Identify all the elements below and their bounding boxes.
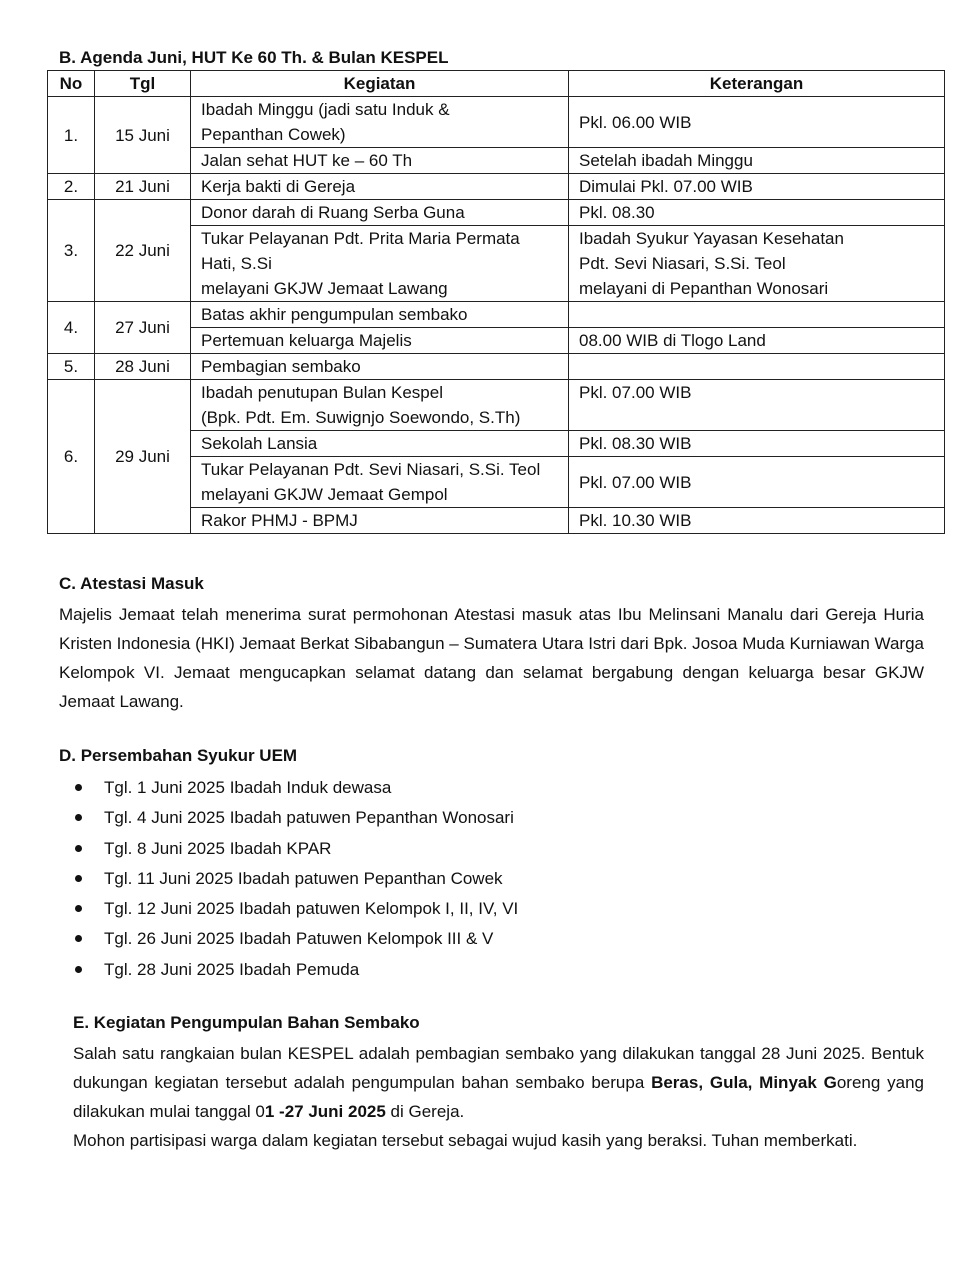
cell-keterangan	[569, 380, 945, 431]
cell-no: 4.	[48, 302, 95, 354]
cell-tgl: 22 Juni	[95, 200, 191, 302]
cell-line: Pertemuan keluarga Majelis	[201, 331, 412, 350]
cell-kegiatan	[191, 200, 569, 226]
section-e-body	[73, 1039, 924, 1155]
list-item	[59, 803, 518, 833]
section-c-body: Majelis Jemaat telah menerima surat permohonan Atestasi masuk atas Ibu Melinsani Manalu dari Gereja Huria Kristen Indonesia (HKI) Jemaat Berkat Sibabangun – Sumatera Utara Istri dari Bpk. Josoa Muda Kurniawan Warga Kelompok VI. Jemaat mengucapkan selamat datang dan selamat bergabung dengan keluarga besar GKJW Jemaat Lawang.	[59, 605, 924, 711]
cell-line: Donor darah di Ruang Serba Guna	[201, 203, 465, 222]
list-item-text: Tgl. 12 Juni 2025 Ibadah patuwen Kelompok I, II, IV, VI	[104, 899, 519, 919]
text-run: yang dilakukan mulai tanggal 0	[73, 1073, 924, 1121]
cell-line: melayani GKJW Jemaat Lawang	[201, 279, 448, 298]
list-item-text: Tgl. 26 Juni 2025 Ibadah Patuwen Kelompok III & V	[104, 929, 494, 949]
cell-keterangan	[569, 431, 945, 457]
cell-no: 2.	[48, 174, 95, 200]
cell-line: Pkl. 08.30 WIB	[579, 434, 692, 453]
cell-line	[579, 354, 934, 379]
cell-line: Rakor PHMJ - BPMJ	[201, 511, 358, 530]
list-item-text: Tgl. 1 Juni 2025 Ibadah Induk dewasa	[104, 778, 392, 797]
cell-kegiatan	[191, 457, 569, 508]
cell-no: 6.	[48, 380, 95, 534]
cell-keterangan	[569, 508, 945, 534]
table-row	[48, 354, 945, 380]
cell-line: Pkl. 07.00 WIB	[579, 472, 692, 492]
table-row	[48, 174, 945, 200]
cell-no: 3.	[48, 200, 95, 302]
agenda-table	[47, 70, 945, 534]
cell-line: Pkl. 07.00 WIB	[579, 383, 692, 402]
table-row	[48, 302, 945, 328]
bullet-icon	[75, 875, 82, 882]
cell-line: Pkl. 10.30 WIB	[579, 511, 692, 530]
text-run-bold: 1 -27 Juni 2025	[264, 1102, 386, 1121]
cell-keterangan	[569, 354, 945, 380]
cell-kegiatan	[191, 148, 569, 174]
list-item-text: Tgl. 28 Juni 2025 Ibadah Pemuda	[104, 959, 360, 979]
table-row	[48, 200, 945, 226]
cell-keterangan	[569, 174, 945, 200]
header-keterangan: Keterangan	[569, 71, 945, 97]
bullet-icon	[75, 784, 82, 791]
cell-keterangan	[569, 457, 945, 508]
bullet-icon	[75, 845, 82, 852]
header-kegiatan: Kegiatan	[191, 71, 569, 97]
cell-line: Dimulai Pkl. 07.00 WIB	[579, 177, 753, 196]
cell-line: Setelah ibadah Minggu	[579, 151, 753, 170]
text-run: Salah satu rangkaian bulan KESPEL adalah pembagian sembako yang dilakukan tanggal 28 Juni 2025. Bentuk dukungan kegiatan tersebut adalah pengumpulan bahan sembako berupa	[73, 1044, 924, 1092]
table-row	[48, 380, 945, 431]
cell-kegiatan	[191, 508, 569, 534]
cell-line	[579, 302, 934, 327]
list-item	[59, 773, 518, 803]
list-item	[59, 864, 518, 894]
cell-line: melayani di Pepanthan Wonosari	[579, 279, 829, 298]
text-run-bold: Beras, Gula, Minyak G	[651, 1073, 837, 1092]
cell-line: Ibadah Syukur Yayasan Kesehatan	[579, 229, 844, 248]
cell-line: (Bpk. Pdt. Em. Suwignjo Soewondo, S.Th)	[201, 408, 521, 427]
list-item-text: Tgl. 8 Juni 2025 Ibadah KPAR	[104, 838, 332, 858]
cell-line: Hati, S.Si	[201, 254, 272, 273]
bullet-icon	[75, 935, 82, 942]
list-item-text: Tgl. 11 Juni 2025 Ibadah patuwen Pepanthan Cowek	[104, 868, 503, 888]
text-run: di Gereja.	[385, 1102, 465, 1121]
cell-kegiatan	[191, 354, 569, 380]
cell-keterangan	[569, 148, 945, 174]
cell-kegiatan	[191, 328, 569, 354]
list-item	[59, 834, 518, 864]
cell-kegiatan	[191, 302, 569, 328]
cell-line: Pembagian sembako	[201, 357, 361, 376]
cell-line: melayani GKJW Jemaat Gempol	[201, 485, 448, 504]
cell-line: Tukar Pelayanan Pdt. Sevi Niasari, S.Si. Teol	[201, 460, 541, 479]
cell-line: Pepanthan Cowek)	[201, 125, 346, 144]
agenda-body	[48, 97, 945, 534]
cell-keterangan	[569, 97, 945, 148]
header-no: No	[48, 71, 95, 97]
bullet-icon	[75, 814, 82, 821]
uem-list	[59, 773, 518, 985]
cell-no: 5.	[48, 354, 95, 380]
table-row	[48, 97, 945, 148]
cell-keterangan	[569, 226, 945, 302]
cell-keterangan	[569, 328, 945, 354]
section-e-paragraph-1	[73, 1039, 924, 1126]
section-b-title: B. Agenda Juni, HUT Ke 60 Th. & Bulan KESPEL	[59, 48, 449, 67]
cell-kegiatan	[191, 97, 569, 148]
cell-line: Pdt. Sevi Niasari, S.Si. Teol	[579, 254, 786, 273]
section-e-paragraph-2: Mohon partisipasi warga dalam kegiatan tersebut sebagai wujud kasih yang beraksi. Tuhan memberkati.	[73, 1131, 858, 1150]
list-item	[59, 894, 518, 924]
cell-kegiatan	[191, 431, 569, 457]
cell-kegiatan	[191, 380, 569, 431]
cell-line: Pkl. 08.30	[579, 203, 655, 222]
table-header-row	[48, 71, 945, 97]
list-item	[59, 924, 518, 954]
cell-line: Jalan sehat HUT ke – 60 Th	[201, 151, 413, 170]
cell-tgl: 15 Juni	[95, 97, 191, 174]
text-run: oreng	[836, 1073, 881, 1092]
cell-line: Kerja bakti di Gereja	[201, 177, 356, 196]
cell-line: Ibadah Minggu (jadi satu Induk &	[201, 100, 450, 119]
cell-line: Tukar Pelayanan Pdt. Prita Maria Permata	[201, 229, 520, 248]
cell-tgl: 21 Juni	[95, 174, 191, 200]
cell-tgl: 29 Juni	[95, 380, 191, 534]
cell-line: Ibadah penutupan Bulan Kespel	[201, 383, 443, 402]
header-tgl: Tgl	[95, 71, 191, 97]
cell-keterangan	[569, 302, 945, 328]
cell-line: 08.00 WIB di Tlogo Land	[579, 331, 766, 350]
cell-tgl: 27 Juni	[95, 302, 191, 354]
list-item-text: Tgl. 4 Juni 2025 Ibadah patuwen Pepanthan Wonosari	[104, 808, 514, 828]
bullet-icon	[75, 905, 82, 912]
cell-no: 1.	[48, 97, 95, 174]
cell-tgl: 28 Juni	[95, 354, 191, 380]
section-d-title: D. Persembahan Syukur UEM	[59, 746, 298, 765]
cell-line: Sekolah Lansia	[201, 434, 318, 453]
bullet-icon	[75, 966, 82, 973]
list-item	[59, 955, 518, 985]
cell-line: Pkl. 06.00 WIB	[579, 112, 692, 132]
cell-keterangan	[569, 200, 945, 226]
section-e-title: E. Kegiatan Pengumpulan Bahan Sembako	[73, 1013, 420, 1032]
cell-kegiatan	[191, 174, 569, 200]
cell-kegiatan	[191, 226, 569, 302]
section-c-title: C. Atestasi Masuk	[59, 574, 204, 593]
cell-line: Batas akhir pengumpulan sembako	[201, 305, 468, 324]
